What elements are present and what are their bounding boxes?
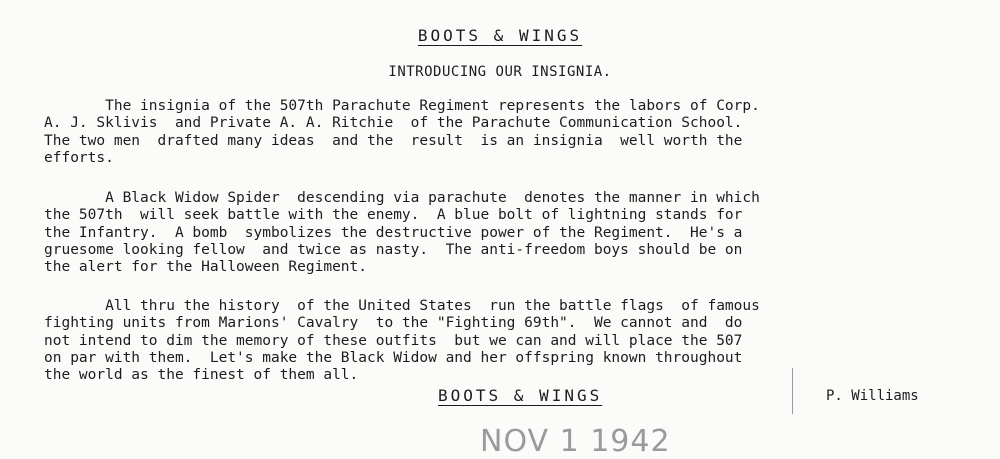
paragraph-line: gruesome looking fellow and twice as nasty. The anti-freedom boys should be on [44, 241, 743, 258]
paragraph-line: The insignia of the 507th Parachute Regiment represents the labors of Corp. [44, 98, 760, 114]
date-stamp: NOV 1 1942 [480, 424, 671, 459]
paragraph-3 [44, 298, 964, 384]
paragraph-line: the Infantry. A bomb symbolizes the destructive power of the Regiment. He's a [44, 224, 743, 241]
paragraph-line: not intend to dim the memory of these outfits but we can and will place the 507 [44, 332, 743, 349]
paragraph-line: efforts. [44, 149, 114, 166]
paragraph-line: the alert for the Halloween Regiment. [44, 259, 368, 276]
paragraph-line: on par with them. Let's make the Black Widow and her offspring known throughout [44, 349, 743, 366]
paragraph-2 [44, 190, 964, 276]
footer-title: BOOTS & WINGS [438, 386, 603, 405]
paragraph-line: The two men drafted many ideas and the result is an insignia well worth the [44, 132, 743, 149]
paragraph-line: A. J. Sklivis and Private A. A. Ritchie of the Parachute Communication School. [44, 115, 743, 132]
paragraph-line: the world as the finest of them all. [44, 367, 359, 384]
newsletter-title: BOOTS & WINGS [417, 26, 583, 45]
article-heading: INTRODUCING OUR INSIGNIA. [388, 64, 612, 80]
paragraph-line: A Black Widow Spider descending via parachute denotes the manner in which [44, 190, 760, 206]
paragraph-line: fighting units from Marions' Cavalry to the "Fighting 69th". We cannot and do [44, 315, 743, 332]
paragraph-1 [44, 98, 964, 167]
paragraph-line: the 507th will seek battle with the enemy. A blue bolt of lightning stands for [44, 207, 743, 224]
author-signature: P. Williams [826, 388, 919, 404]
fold-mark [792, 368, 793, 414]
paragraph-line: All thru the history of the United States run the battle flags of famous [44, 298, 760, 314]
